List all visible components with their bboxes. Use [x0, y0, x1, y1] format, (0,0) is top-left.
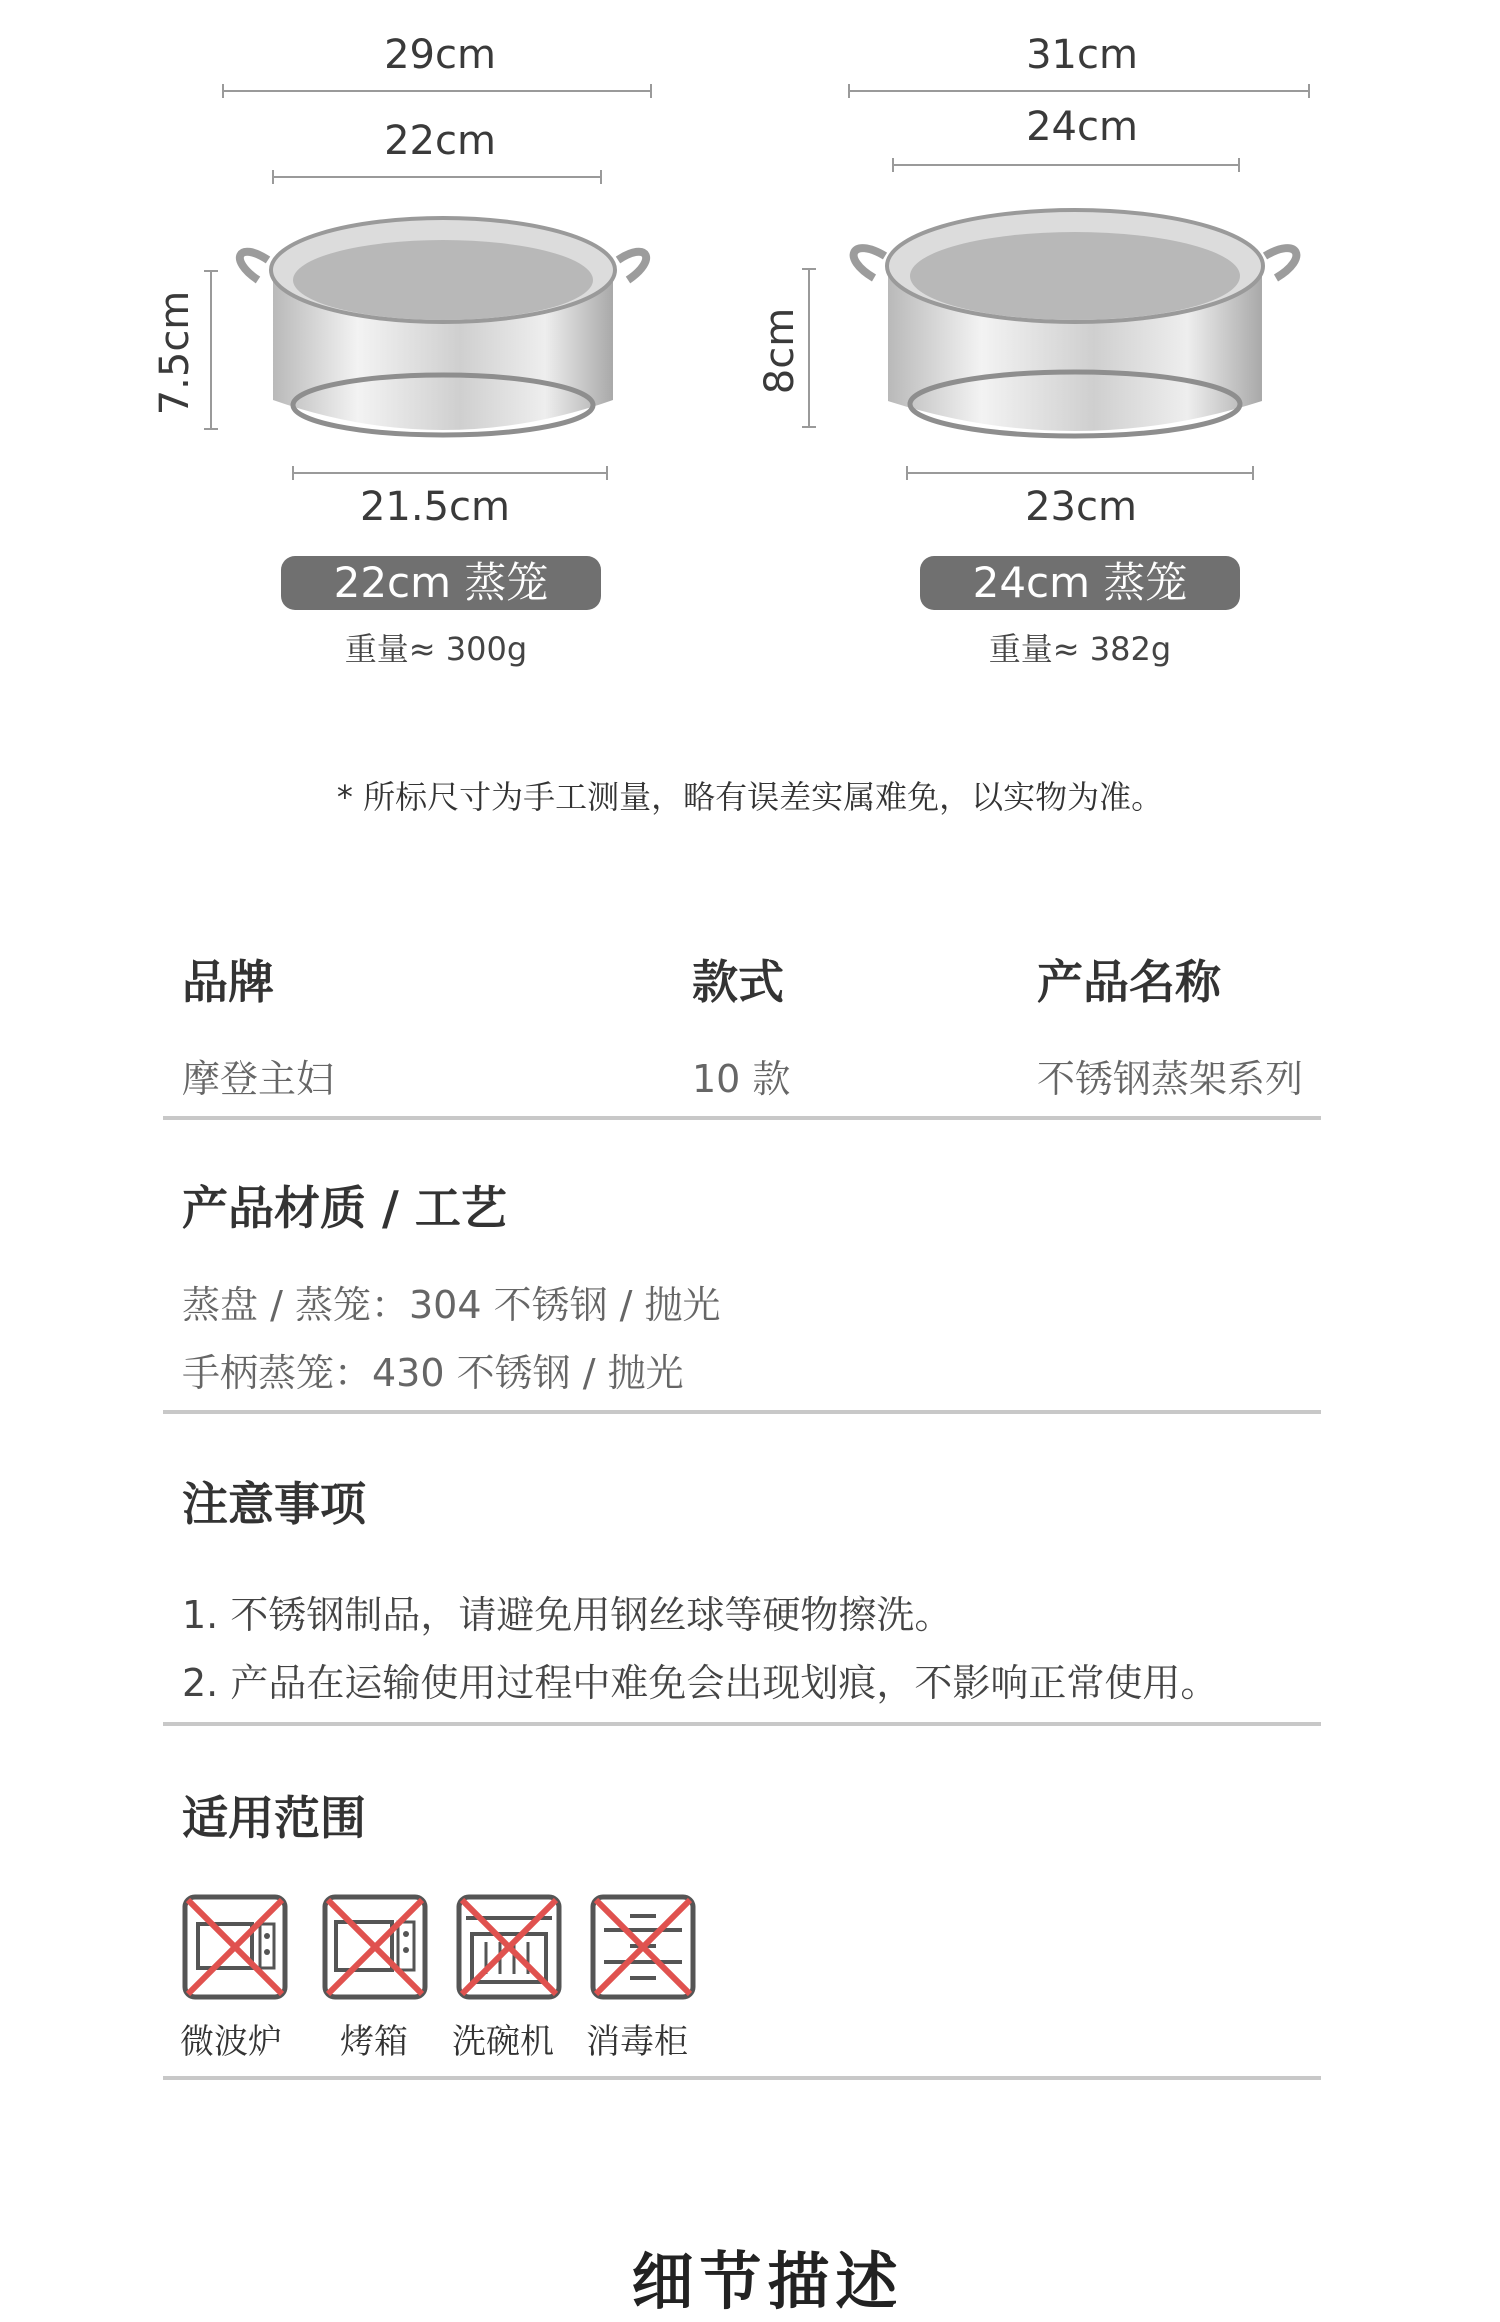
- divider: [163, 1116, 1321, 1120]
- tick: [802, 426, 816, 428]
- scope-heading: 适用范围: [182, 1791, 366, 1845]
- steamer-image: [228, 200, 658, 450]
- top-width-line: [222, 90, 652, 92]
- microwave-label: 微波炉: [180, 2022, 282, 2062]
- top-width-line: [848, 90, 1310, 92]
- bottom-width-label: 23cm: [1025, 484, 1137, 530]
- size-label-pill: 22cm 蒸笼: [281, 556, 601, 610]
- tick: [292, 466, 294, 480]
- tick: [272, 170, 274, 184]
- size-label-pill: 24cm 蒸笼: [920, 556, 1240, 610]
- inner-width-label: 24cm: [1026, 104, 1138, 150]
- dishwasher-label: 洗碗机: [452, 2022, 554, 2062]
- oven-icon: [322, 1894, 428, 2000]
- tick: [802, 268, 816, 270]
- section-title: 细节描述: [631, 2245, 904, 2318]
- tick: [204, 270, 218, 272]
- tick: [848, 84, 850, 98]
- tick: [1238, 158, 1240, 172]
- sterilizer-icon: [590, 1894, 696, 2000]
- bottom-width-line: [906, 472, 1254, 474]
- style-value: 10 款: [692, 1057, 791, 1101]
- name-heading: 产品名称: [1037, 955, 1221, 1009]
- tick: [606, 466, 608, 480]
- top-width-label: 31cm: [1026, 32, 1138, 78]
- bottom-width-label: 21.5cm: [359, 484, 511, 530]
- divider: [163, 1722, 1321, 1726]
- dishwasher-icon: [456, 1894, 562, 2000]
- brand-heading: 品牌: [182, 955, 274, 1009]
- steamer-image: [840, 196, 1310, 446]
- tick: [1308, 84, 1310, 98]
- tick: [204, 428, 218, 430]
- oven-label: 烤箱: [340, 2022, 408, 2062]
- bottom-width-line: [292, 472, 608, 474]
- tick: [600, 170, 602, 184]
- height-line: [210, 270, 212, 430]
- weight-text: 重量≈ 300g: [344, 630, 528, 668]
- inner-width-label: 22cm: [384, 118, 496, 164]
- material-heading: 产品材质 / 工艺: [182, 1181, 507, 1235]
- divider: [163, 1410, 1321, 1414]
- sterilizer-label: 消毒柜: [586, 2022, 688, 2062]
- divider: [163, 2076, 1321, 2080]
- inner-width-line: [272, 176, 602, 178]
- brand-value: 摩登主妇: [182, 1057, 335, 1101]
- height-label: 8cm: [757, 307, 803, 395]
- microwave-icon: [182, 1894, 288, 2000]
- notes-line-2: 2. 产品在运输使用过程中难免会出现划痕，不影响正常使用。: [182, 1661, 1219, 1705]
- tick: [892, 158, 894, 172]
- height-line: [808, 268, 810, 428]
- style-heading: 款式: [692, 955, 784, 1009]
- material-line-2: 手柄蒸笼：430 不锈钢 / 抛光: [182, 1351, 684, 1395]
- tick: [1252, 466, 1254, 480]
- weight-text: 重量≈ 382g: [988, 630, 1172, 668]
- height-label: 7.5cm: [152, 290, 198, 416]
- tick: [906, 466, 908, 480]
- name-value: 不锈钢蒸架系列: [1037, 1057, 1304, 1101]
- notes-line-1: 1. 不锈钢制品，请避免用钢丝球等硬物擦洗。: [182, 1593, 953, 1637]
- tick: [222, 84, 224, 98]
- top-width-label: 29cm: [384, 32, 496, 78]
- measurement-note: * 所标尺寸为手工测量，略有误差实属难免，以实物为准。: [336, 778, 1164, 816]
- inner-width-line: [892, 164, 1240, 166]
- notes-heading: 注意事项: [182, 1477, 366, 1531]
- material-line-1: 蒸盘 / 蒸笼：304 不锈钢 / 抛光: [182, 1283, 721, 1327]
- tick: [650, 84, 652, 98]
